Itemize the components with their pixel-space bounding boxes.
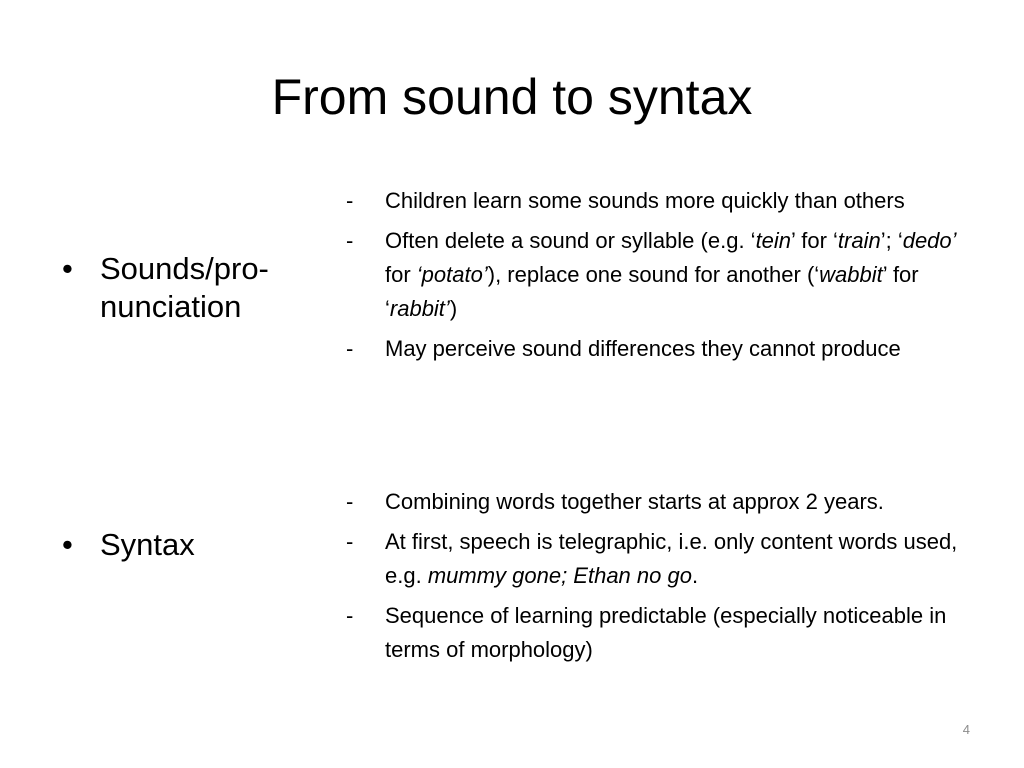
text-run: ) [449, 296, 458, 321]
section-heading-label: Syntax [100, 527, 195, 562]
text-run: At first, speech is telegraphic, i.e. only content words used, e.g. [385, 529, 958, 588]
italic-text: rabbit’ [389, 296, 450, 321]
point-text [385, 529, 957, 588]
text-run: Combining words together starts at approx 2 years. [385, 489, 884, 514]
italic-text: tein [755, 228, 792, 253]
bullet-icon: • [62, 251, 73, 286]
point-text [385, 336, 901, 361]
list-item [346, 184, 966, 218]
text-run: for [385, 262, 417, 287]
text-run: ’ for ‘ [385, 262, 919, 321]
text-run: ’ for ‘ [791, 228, 838, 253]
list-item [346, 525, 966, 593]
text-run: May perceive sound differences they cannot produce [385, 336, 901, 361]
list-item [346, 485, 966, 519]
italic-text: wabbit [819, 262, 883, 287]
point-text [385, 603, 946, 662]
text-run: ), replace one sound for another (‘ [487, 262, 820, 287]
syntax-points-list [346, 485, 966, 673]
italic-text: dedo’ [902, 228, 957, 253]
text-run: Often delete a sound or syllable (e.g. ‘ [385, 228, 756, 253]
italic-text: ‘potato’ [416, 262, 488, 287]
text-run: ’; ‘ [880, 228, 903, 253]
section-heading-sounds [62, 250, 310, 326]
italic-text: mummy gone; Ethan no go [427, 563, 692, 588]
page-number: 4 [962, 722, 970, 737]
dash-icon: - [346, 228, 354, 253]
dash-icon: - [346, 529, 354, 554]
point-text [385, 188, 905, 213]
dash-icon: - [346, 603, 354, 628]
list-item [346, 599, 966, 667]
section-heading-label: Sounds/pro-nunciation [100, 251, 269, 324]
text-run: . [691, 563, 699, 588]
section-heading-syntax [62, 526, 310, 564]
dash-icon: - [346, 336, 354, 361]
list-item [346, 332, 966, 366]
slide-title: From sound to syntax [271, 69, 753, 125]
dash-icon: - [346, 489, 354, 514]
text-run: Children learn some sounds more quickly than others [385, 188, 905, 213]
point-text [385, 228, 957, 321]
sounds-points-list [346, 184, 966, 372]
dash-icon: - [346, 188, 354, 213]
list-item [346, 224, 966, 326]
point-text [385, 489, 884, 514]
italic-text: train [837, 228, 881, 253]
text-run: Sequence of learning predictable (especially noticeable in terms of morphology) [385, 603, 947, 662]
bullet-icon: • [62, 527, 73, 562]
